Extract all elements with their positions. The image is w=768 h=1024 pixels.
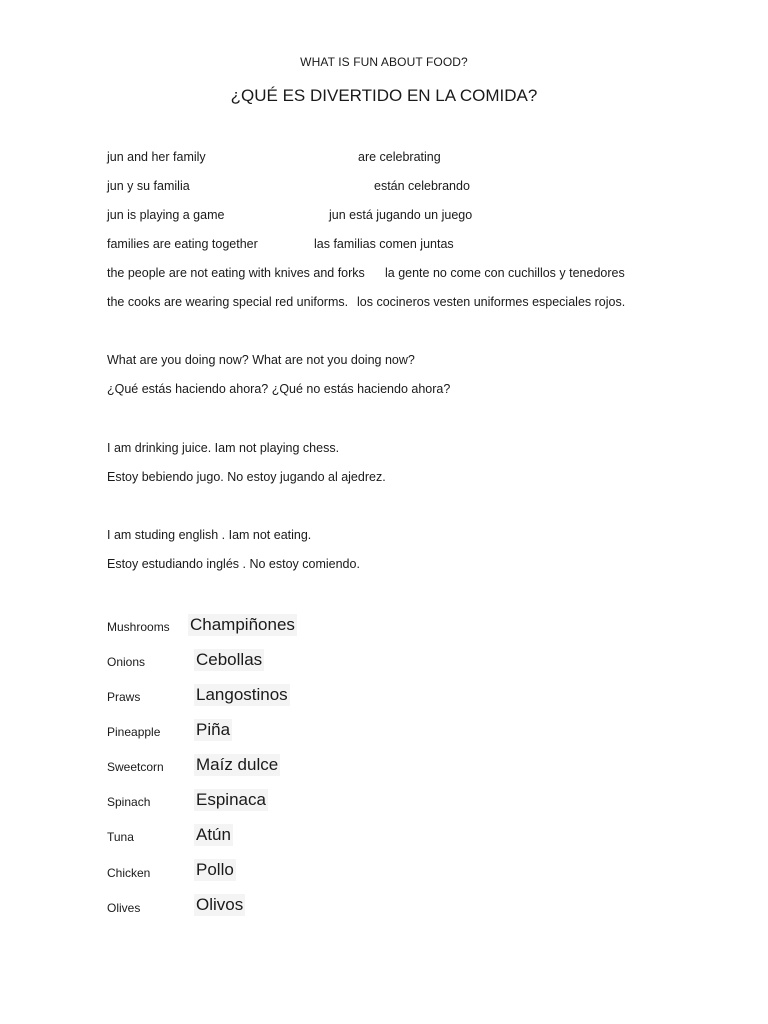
sentence-en: jun is playing a game xyxy=(107,208,225,222)
vocab-term-es: Piña xyxy=(196,720,231,739)
sentence-en: jun y su familia xyxy=(107,179,190,193)
vocab-term-en: Pineapple xyxy=(107,725,161,739)
example-en: I am drinking juice. Iam not playing chess. xyxy=(107,441,340,455)
vocab-term-en: Mushrooms xyxy=(107,620,170,634)
vocab-term-es: Cebollas xyxy=(196,650,263,669)
vocab-term-en: Olives xyxy=(107,901,141,915)
sentence-es: los cocineros vesten uniformes especiales rojos. xyxy=(357,295,626,309)
sentence-en: families are eating together xyxy=(107,237,258,251)
sentence-es: are celebrating xyxy=(358,150,441,164)
sentence-pair xyxy=(107,237,707,253)
sentence-es: las familias comen juntas xyxy=(314,237,454,251)
vocab-term-en: Tuna xyxy=(107,830,134,844)
sentence-es: la gente no come con cuchillos y tenedores xyxy=(385,266,625,280)
vocab-term-es: Olivos xyxy=(196,895,244,914)
sentence-pair xyxy=(107,266,747,282)
sentence-en: jun and her family xyxy=(107,150,206,164)
vocab-term-es: Atún xyxy=(196,825,231,844)
sentence-es: están celebrando xyxy=(374,179,470,193)
vocab-term-en: Chicken xyxy=(107,866,151,880)
page-subtitle: ¿QUÉ ES DIVERTIDO EN LA COMIDA? xyxy=(230,86,538,105)
sentence-pair xyxy=(107,295,747,311)
example-en: I am studing english . Iam not eating. xyxy=(107,528,312,542)
question-en: What are you doing now? What are not you doing now? xyxy=(107,353,415,367)
sentence-en: the cooks are wearing special red uniforms. xyxy=(107,295,349,309)
vocab-term-es: Espinaca xyxy=(196,790,266,809)
sentence-pair xyxy=(107,208,707,224)
vocab-term-en: Onions xyxy=(107,655,146,669)
sentence-es: jun está jugando un juego xyxy=(329,208,473,222)
sentence-pair xyxy=(107,150,707,166)
vocab-term-en: Spinach xyxy=(107,795,151,809)
sentence-en: the people are not eating with knives and forks xyxy=(107,266,365,280)
page-title: WHAT IS FUN ABOUT FOOD? xyxy=(300,55,468,69)
vocab-term-en: Sweetcorn xyxy=(107,760,164,774)
vocab-term-es: Langostinos xyxy=(196,685,288,704)
sentence-pair xyxy=(107,179,707,195)
vocab-term-es: Pollo xyxy=(196,860,234,879)
vocab-term-es: Champiñones xyxy=(190,615,295,634)
vocab-term-en: Praws xyxy=(107,690,141,704)
vocab-term-es: Maíz dulce xyxy=(196,755,279,774)
example-es: Estoy estudiando inglés . No estoy comiendo. xyxy=(107,557,360,571)
question-es: ¿Qué estás haciendo ahora? ¿Qué no estás haciendo ahora? xyxy=(107,382,451,396)
example-es: Estoy bebiendo jugo. No estoy jugando al ajedrez. xyxy=(107,470,386,484)
